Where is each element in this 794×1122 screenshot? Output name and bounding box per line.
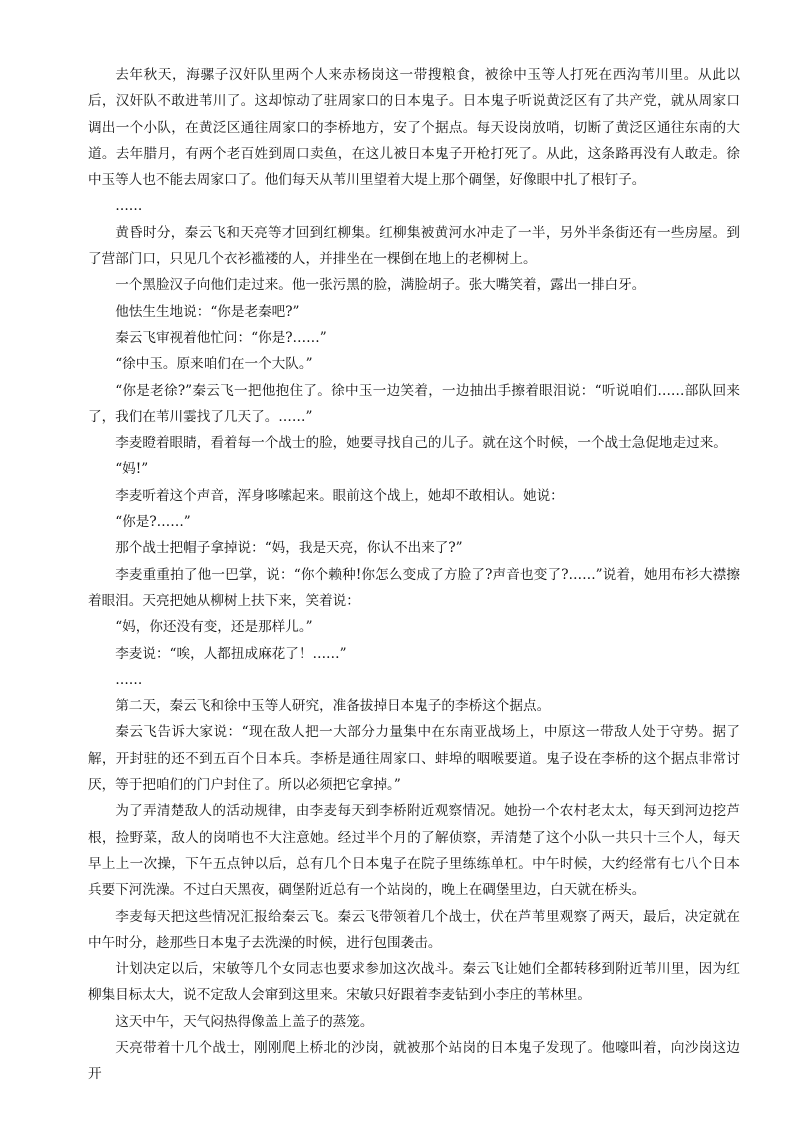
paragraph: 李麦说：“唉，人都扭成麻花了！……”: [115, 645, 347, 662]
paragraph: 这天中午，天气闷热得像盖上盖子的蒸笼。: [115, 1013, 374, 1030]
paragraph: 那个战士把帽子拿掉说：“妈，我是天亮，你认不出来了?”: [115, 540, 463, 557]
paragraph: 为了弄清楚敌人的活动规律，由李麦每天到李桥附近观察情况。她扮一个农村老太太，每天到河边挖芦根，捡野菜，敌人的岗哨也不大注意她。经过半个月的了解侦察，弄清楚了这个小队一共只十三个人，每天早上上一次操，下午五点钟以后，总有几个日本鬼子在院子里练练单杠。中午时候，大约经常有七八个日本兵要下河洗澡。不过白天黑夜，碉堡附近总有一个站岗的，晚上在碉堡里边，白天就在桥头。: [88, 803, 740, 899]
paragraph: 秦云飞审视着他忙问：“你是?……”: [115, 329, 327, 346]
paragraph: “徐中玉。原来咱们在一个大队。”: [115, 356, 313, 373]
paragraph: 李麦瞪着眼睛，看着每一个战士的脸，她要寻找自己的儿子。就在这个时候，一个战士急促地走过来。: [115, 435, 727, 452]
paragraph: “你是?……”: [115, 514, 191, 531]
paragraph: 秦云飞告诉大家说：“现在敌人把一大部分力量集中在东南亚战场上，中原这一带敌人处于守势。据了解，开封驻的还不到五百个日本兵。李桥是通往周家口、蚌埠的咽喉要道。鬼子设在李桥的这个据点非常讨厌，等于把咱们的门户封住了。所以必须把它拿掉。”: [88, 724, 740, 794]
paragraph: 李麦重重拍了他一巴掌，说：“你个赖种!你怎么变成了方脸了?声音也变了?……”说着，她用布衫大襟擦着眼泪。天亮把她从柳树上扶下来，笑着说：: [88, 566, 740, 609]
paragraph: 他怯生生地说：“你是老秦吧?”: [115, 303, 300, 320]
paragraph: 李麦听着这个声音，浑身哆嗦起来。眼前这个战上，她却不敢相认。她说：: [115, 487, 564, 504]
paragraph: “你是老徐?”秦云飞一把他抱住了。徐中玉一边笑着，一边抽出手擦着眼泪说：“听说咱们……部队回来了，我们在苇川霎找了几天了。……”: [88, 382, 740, 425]
document-page: [88, 62, 740, 1088]
paragraph: 计划决定以后，宋敏等几个女同志也要求参加这次战斗。秦云飞让她们全都转移到附近苇川里，因为红柳集目标太大，说不定敌人会窜到这里来。宋敏只好跟着李麦钻到小李庄的苇林里。: [88, 961, 740, 1004]
paragraph: 第二天，秦云飞和徐中玉等人研究，准备拔掉日本鬼子的李桥这个据点。: [115, 698, 551, 715]
paragraph: 天亮带着十几个战士，刚刚爬上桥北的沙岗，就被那个站岗的日本鬼子发现了。他嚎叫着，向沙岗这边开: [88, 1039, 740, 1083]
section-break: ……: [115, 671, 143, 688]
paragraph: “妈!”: [115, 461, 149, 478]
paragraph: 一个黑脸汉子向他们走过来。他一张污黑的脸，满脸胡子。张大嘴笑着，露出一排白牙。: [115, 277, 646, 294]
section-break: ……: [115, 198, 143, 215]
paragraph: 去年秋天，海骡子汉奸队里两个人来赤杨岗这一带搜粮食，被徐中玉等人打死在西沟苇川里。从此以后，汉奸队不敢进苇川了。这却惊动了驻周家口的日本鬼子。日本鬼子听说黄泛区有了共产党，就从周家口调出一个小队，在黄泛区通往周家口的李桥地方，安了个据点。每天设岗放哨，切断了黄泛区通往东南的大道。去年腊月，有两个老百姓到周口卖鱼，在这儿被日本鬼子开枪打死了。从此，这条路再没有人敢走。徐中玉等人也不能去周家口了。他们每天从苇川里望着大堤上那个碉堡，好像眼中扎了根钉子。: [88, 67, 740, 189]
paragraph: “妈，你还没有变，还是那样儿。”: [115, 619, 313, 636]
paragraph: 李麦每天把这些情况汇报给秦云飞。秦云飞带领着几个战士，伏在芦苇里观察了两天，最后，决定就在中午时分，趁那些日本鬼子去洗澡的时候，进行包围袭击。: [88, 908, 740, 951]
paragraph: 黄昏时分，秦云飞和天亮等才回到红柳集。红柳集被黄河水冲走了一半，另外半条街还有一些房屋。到了营部门口，只见几个衣衫褴褛的人，并排坐在一棵倒在地上的老柳树上。: [88, 224, 740, 268]
